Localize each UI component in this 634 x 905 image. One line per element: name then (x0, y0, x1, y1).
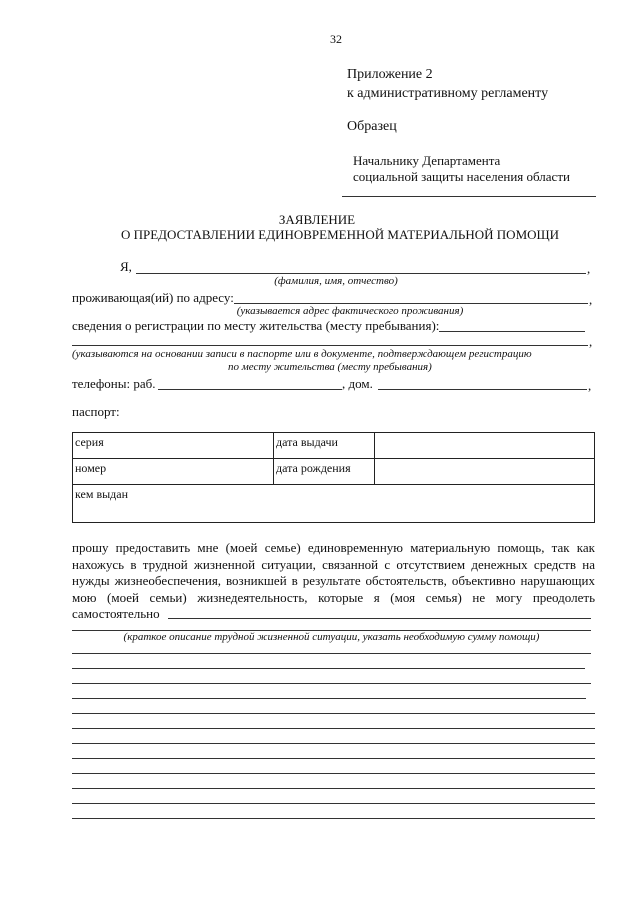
description-line[interactable] (72, 773, 595, 774)
comma-mark: , (589, 292, 593, 307)
address-label: проживающая(ий) по адресу: (72, 290, 234, 305)
request-line-3: нужды жизнеобеспечения, возникшей в результате обстоятельств, объективно нарушающих (72, 573, 595, 588)
description-line[interactable] (72, 683, 591, 684)
full-name-field[interactable] (136, 273, 586, 274)
passport-series-label: серия (73, 433, 274, 459)
registration-label: сведения о регистрации по месту жительства (месту пребывания): (72, 318, 440, 333)
passport-issue-date-field[interactable] (375, 433, 595, 459)
document-title: ЗАЯВЛЕНИЕ (278, 212, 356, 227)
appendix-title: Приложение 2 (347, 67, 433, 82)
description-line[interactable] (72, 803, 595, 804)
description-line[interactable] (72, 743, 595, 744)
i-label: Я, (120, 259, 132, 274)
passport-birth-date-field[interactable] (375, 459, 595, 485)
comma-mark: , (587, 261, 591, 276)
full-name-hint: (фамилия, имя, отчество) (274, 275, 398, 287)
passport-birth-date-label: дата рождения (274, 459, 375, 485)
description-line[interactable] (72, 758, 595, 759)
request-line-1: прошу предоставить мне (моей семье) единовременную материальную помощь, так как (72, 540, 595, 555)
registration-field-continued[interactable] (72, 345, 588, 346)
work-phone-label: телефоны: раб. (72, 376, 156, 391)
addressee-line-2: социальной защиты населения области (353, 169, 570, 184)
address-hint: (указывается адрес фактического проживания) (236, 305, 464, 317)
description-line[interactable] (72, 788, 595, 789)
passport-issue-date-label: дата выдачи (274, 433, 375, 459)
registration-hint-2: по месту жительства (месту пребывания) (228, 361, 432, 373)
document-subtitle: О ПРЕДОСТАВЛЕНИИ ЕДИНОВРЕМЕННОЙ МАТЕРИАЛЬНОЙ ПОМОЩИ (120, 227, 560, 242)
address-field[interactable] (234, 303, 588, 304)
home-phone-field[interactable] (378, 389, 587, 390)
request-line-4: мою (моей семьи) жизнедеятельность, которые я (моя семья) не могу преодолеть (72, 589, 595, 605)
description-line[interactable] (72, 713, 595, 714)
home-phone-label: , дом. (342, 376, 373, 391)
registration-field[interactable] (439, 331, 585, 332)
passport-issued-by-label: кем выдан (75, 487, 129, 501)
situation-hint: (краткое описание трудной жизненной ситуации, указать необходимую сумму помощи) (123, 631, 540, 643)
description-line[interactable] (72, 818, 595, 819)
sample-label: Образец (347, 119, 397, 134)
page-number: 32 (330, 32, 342, 46)
request-line-2: нахожусь в трудной жизненной ситуации, связанной с отсутствием денежных средств на (72, 556, 595, 572)
registration-hint-1: (указываются на основании записи в паспорте или в документе, подтверждающем регистрацию (72, 348, 532, 360)
passport-label: паспорт: (72, 404, 120, 419)
request-line-5: самостоятельно (72, 606, 160, 621)
addressee-line-1: Начальнику Департамента (353, 153, 501, 168)
description-line[interactable] (72, 653, 591, 654)
passport-table (72, 432, 595, 523)
comma-mark: , (589, 334, 593, 349)
addressee-name-line[interactable] (342, 196, 596, 197)
comma-mark: , (588, 378, 592, 393)
description-line[interactable] (72, 668, 585, 669)
situation-field-start[interactable] (168, 618, 591, 619)
passport-number-label: номер (73, 459, 274, 485)
description-line[interactable] (72, 728, 595, 729)
work-phone-field[interactable] (158, 389, 342, 390)
appendix-subtitle: к административному регламенту (347, 86, 549, 101)
passport-issued-by-field[interactable] (73, 485, 595, 523)
description-line[interactable] (72, 698, 586, 699)
request-paragraph (72, 540, 595, 623)
